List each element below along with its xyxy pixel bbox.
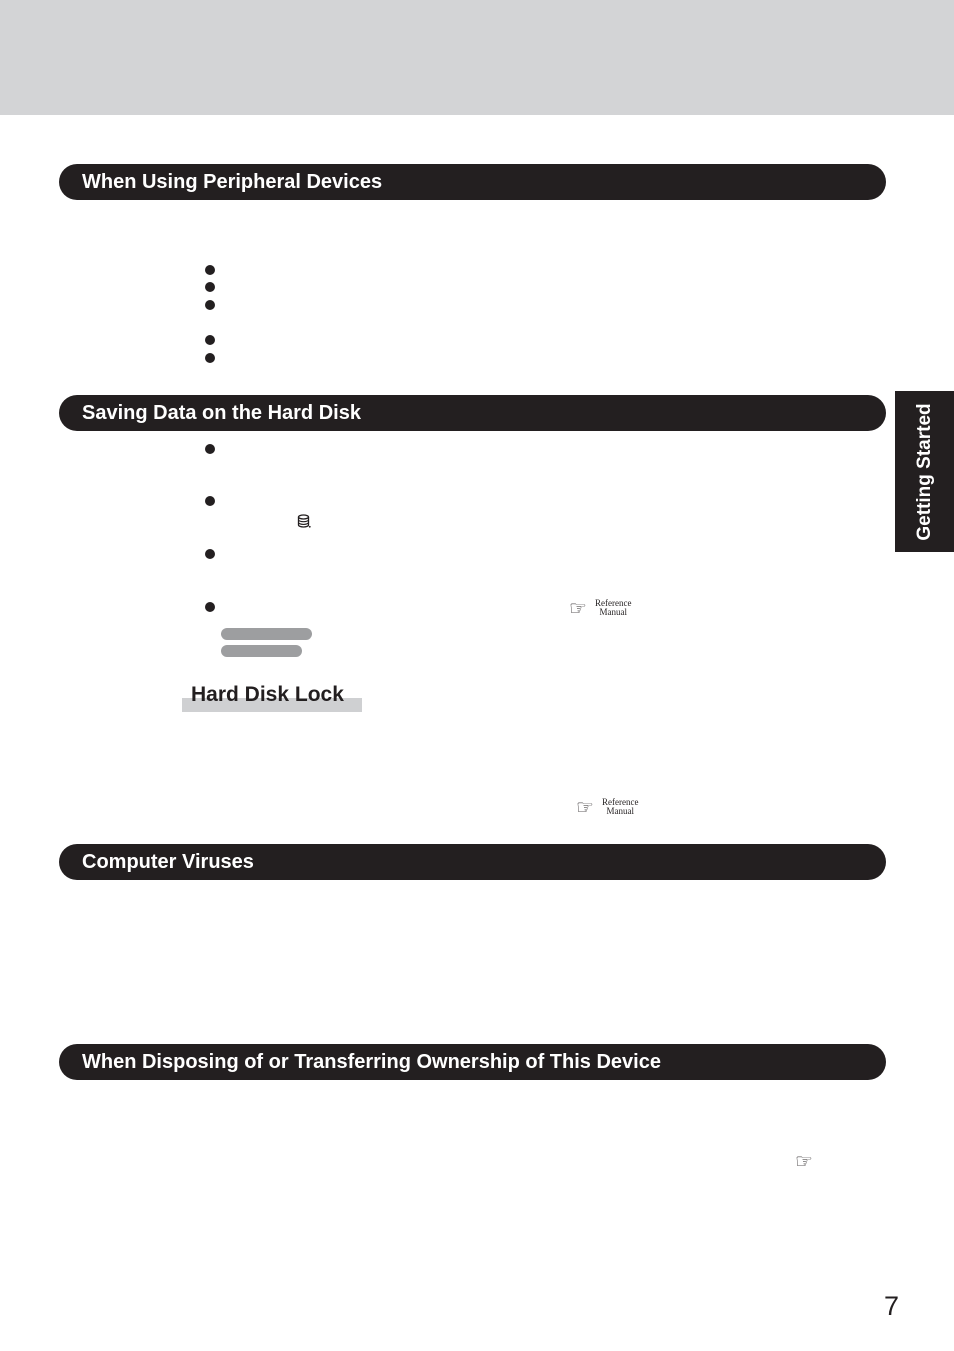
side-tab-label: Getting Started (913, 402, 935, 541)
reference-manual-label: Reference Manual (602, 797, 639, 816)
redacted-bar (221, 628, 312, 640)
section-title-computer-viruses: Computer Viruses (59, 844, 886, 880)
pointing-hand-icon: ☞ (795, 1151, 813, 1173)
reference-manual-label: Reference Manual (595, 598, 632, 617)
bullet-icon (205, 282, 215, 292)
redacted-bar (221, 645, 302, 657)
subheading-hard-disk-lock (182, 680, 362, 712)
subheading-text: Hard Disk Lock (191, 683, 344, 706)
bullet-icon (205, 353, 215, 363)
section-title-saving-data: Saving Data on the Hard Disk (59, 395, 886, 431)
pointing-hand-icon: ☞ (576, 797, 594, 819)
side-tab-getting-started (895, 391, 954, 552)
bullet-icon (205, 265, 215, 275)
reference-link[interactable] (795, 1152, 821, 1172)
section-title-peripheral-devices: When Using Peripheral Devices (59, 164, 886, 200)
bullet-icon (205, 496, 215, 506)
bullet-icon (205, 335, 215, 345)
bullet-icon (205, 444, 215, 454)
hard-disk-icon (297, 514, 311, 528)
bullet-icon (205, 602, 215, 612)
page-number: 7 (884, 1291, 900, 1321)
reference-manual-link[interactable] (569, 599, 639, 619)
pointing-hand-icon: ☞ (569, 598, 587, 620)
bullet-icon (205, 300, 215, 310)
header-band (0, 0, 954, 115)
section-title-disposing-device: When Disposing of or Transferring Ownership of This Device (59, 1044, 886, 1080)
reference-manual-link[interactable] (576, 798, 646, 818)
bullet-icon (205, 549, 215, 559)
